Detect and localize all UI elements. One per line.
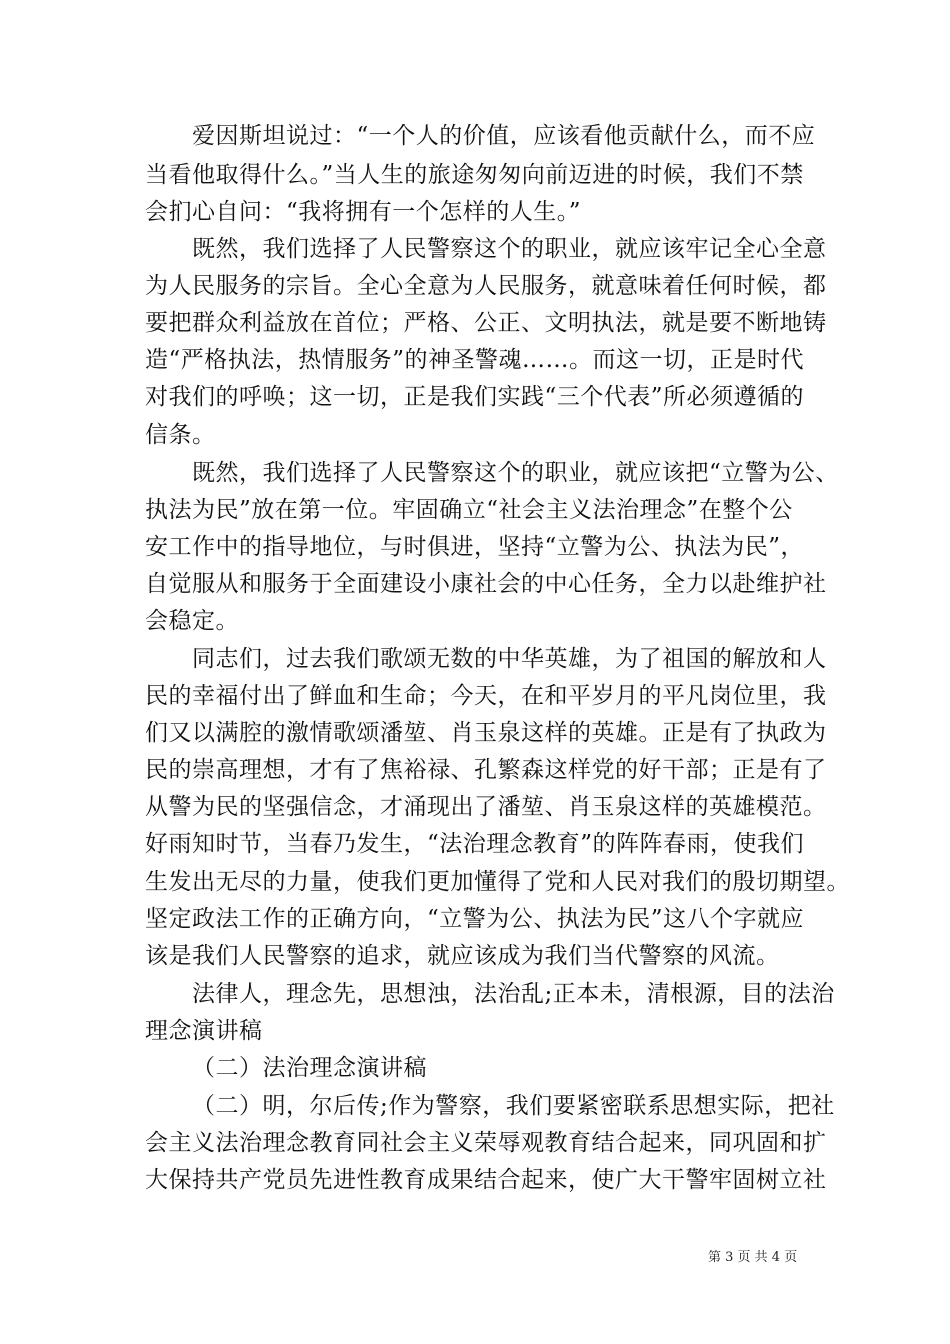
text-line: （二）明，尔后传;作为警察，我们要紧密联系思想实际，把社 xyxy=(192,1093,835,1119)
text-line: 们又以满腔的激情歌颂潘堃、肖玉泉这样的英雄。正是有了执政为 xyxy=(145,720,827,746)
text-line: 同志们，过去我们歌颂无数的中华英雄，为了祖国的解放和人 xyxy=(192,646,827,672)
text-line: 自觉服从和服务于全面建设小康社会的中心任务，全力以赴维护社 xyxy=(145,571,827,597)
text-line: 造“严格执法，热情服务”的神圣警魂……。而这一切，正是时代 xyxy=(145,347,805,373)
text-line: 会稳定。 xyxy=(145,608,239,634)
text-line: 对我们的呼唤；这一切，正是我们实践“三个代表”所必须遵循的 xyxy=(145,384,805,410)
text-line: 从警为民的坚强信念，才涌现出了潘堃、肖玉泉这样的英雄模范。 xyxy=(145,794,827,820)
text-line: 该是我们人民警察的追求，就应该成为我们当代警察的风流。 xyxy=(145,943,780,969)
text-line: 要把群众利益放在首位；严格、公正、文明执法，就是要不断地铸 xyxy=(145,310,827,336)
text-line: 执法为民”放在第一位。牢固确立“社会主义法治理念”在整个公 xyxy=(145,497,793,523)
text-line: 信条。 xyxy=(145,422,216,448)
text-line: 爱因斯坦说过：“一个人的价值，应该看他贡献什么，而不应 xyxy=(192,123,816,149)
text-line: 民的崇高理想，才有了焦裕禄、孔繁森这样党的好干部；正是有了 xyxy=(145,757,827,783)
text-line: 会主义法治理念教育同社会主义荣辱观教育结合起来，同巩固和扩 xyxy=(145,1130,827,1156)
text-line: 既然，我们选择了人民警察这个的职业，就应该牢记全心全意 xyxy=(192,236,827,262)
text-line: 坚定政法工作的正确方向，“立警为公、执法为民”这八个字就应 xyxy=(145,906,805,932)
text-line: 民的幸福付出了鲜血和生命；今天，在和平岁月的平凡岗位里，我 xyxy=(145,683,827,709)
text-line: 既然，我们选择了人民警察这个的职业，就应该把“立警为公、 xyxy=(192,460,839,486)
text-line: 好雨知时节，当春乃发生，“法治理念教育”的阵阵春雨，使我们 xyxy=(145,831,805,857)
text-line: 理念演讲稿 xyxy=(145,1018,263,1044)
text-line: 会扪心自问：“我将拥有一个怎样的人生。” xyxy=(145,199,582,225)
text-line: 当看他取得什么。”当人生的旅途匆匆向前迈进的时候，我们不禁 xyxy=(145,162,804,188)
text-line: 法律人，理念先，思想浊，法治乱;正本未，清根源，目的法治 xyxy=(192,981,835,1007)
page-number-footer: 第 3 页 共 4 页 xyxy=(708,1250,798,1265)
text-line: （二）法治理念演讲稿 xyxy=(192,1055,427,1081)
text-line: 为人民服务的宗旨。全心全意为人民服务，就意味着任何时候，都 xyxy=(145,273,827,299)
text-line: 生发出无尽的力量，使我们更加懂得了党和人民对我们的殷切期望。 xyxy=(145,869,850,895)
text-line: 安工作中的指导地位，与时俱进，坚持“立警为公、执法为民”， xyxy=(145,534,805,560)
text-line: 大保持共产党员先进性教育成果结合起来，使广大干警牢固树立社 xyxy=(145,1167,827,1193)
